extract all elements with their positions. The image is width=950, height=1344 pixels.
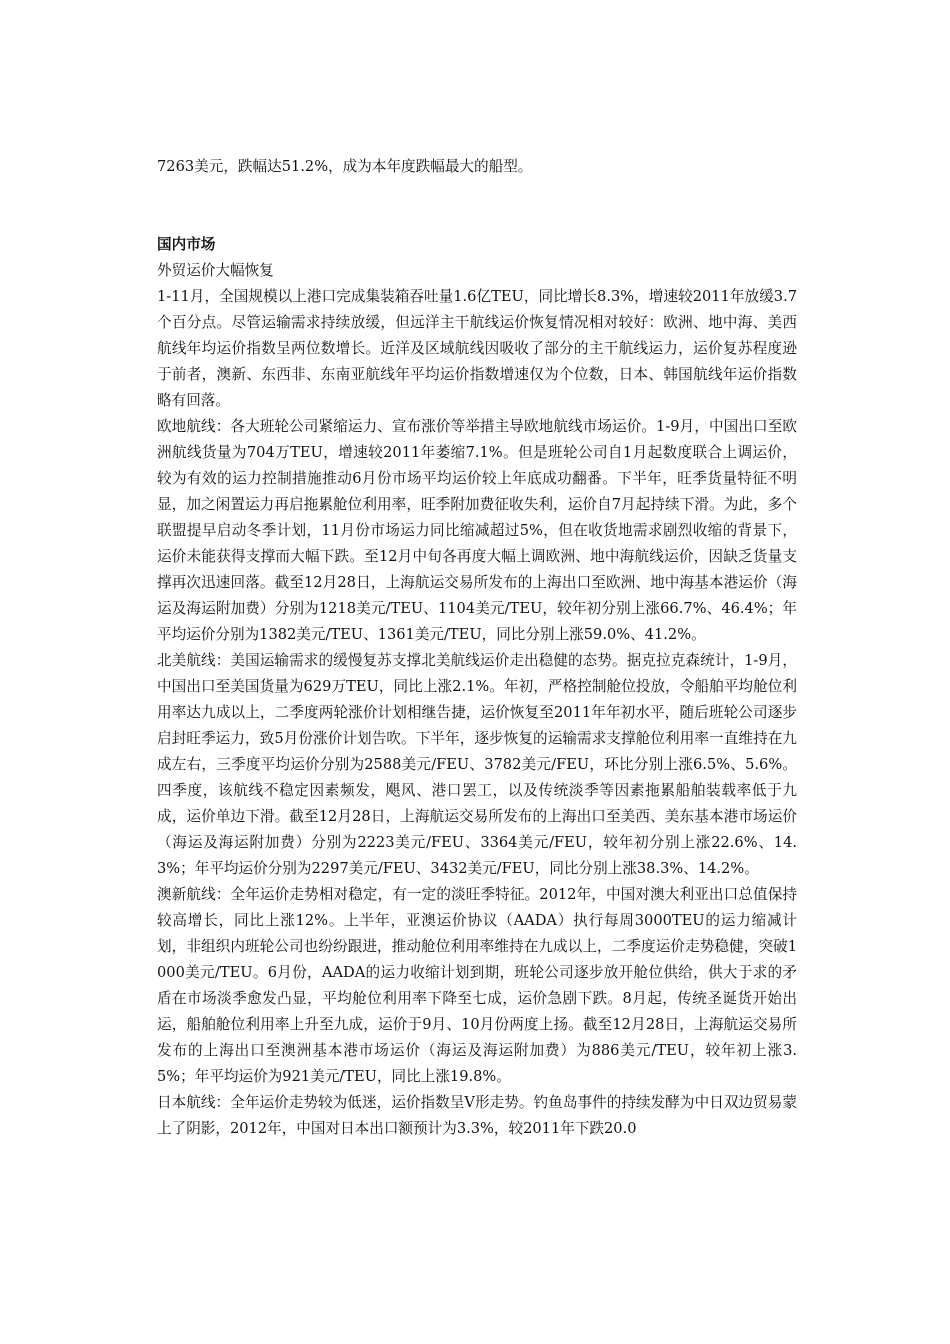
subsection-title: 外贸运价大幅恢复 xyxy=(157,262,274,279)
intro-fragment: 7263美元，跌幅达51.2%，成为本年度跌幅最大的船型。 xyxy=(157,158,533,175)
paragraph-overview: 1-11月，全国规模以上港口完成集装箱吞吐量1.6亿TEU，同比增长8.3%，增速较2011年放缓3.7个百分点。尽管运输需求持续放缓，但远洋主干航线运价恢复情况相对较好：欧洲、地中海、美西航线年均运价指数呈两位数增长。近洋及区域航线因吸收了部分的主干航线运力，运价复苏程度逊于前者，澳新、东西非、东南亚航线年平均运价指数增速仅为个位数，日本、韩国航线年运价指数略有回落。 xyxy=(157,288,797,409)
blank-line xyxy=(157,206,797,232)
paragraph-australia-route: 澳新航线：全年运价走势相对稳定，有一定的淡旺季特征。2012年，中国对澳大利亚出口总值保持较高增长，同比上涨12%。上半年，亚澳运价协议（AADA）执行每周3000TEU的运力缩减计划，非组织内班轮公司也纷纷跟进，推动舱位利用率维持在九成以上，二季度运价走势稳健，突破1000美元/TEU。6月份，AADA的运力收缩计划到期，班轮公司逐步放开舱位供给，供大于求的矛盾在市场淡季愈发凸显，平均舱位利用率下降至七成，运价急剧下跌。8月起，传统圣诞货开始出运，船舶舱位利用率上升至九成，运价于9月、10月份两度上扬。截至12月28日，上海航运交易所发布的上海出口至澳洲基本港市场运价（海运及海运附加费）为886美元/TEU，较年初上涨3.5%；年平均运价为921美元/TEU，同比上涨19.8%。 xyxy=(157,886,797,1085)
paragraph-europe-route: 欧地航线：各大班轮公司紧缩运力、宣布涨价等举措主导欧地航线市场运价。1-9月，中国出口至欧洲航线货量为704万TEU，增速较2011年萎缩7.1%。但是班轮公司自1月起数度联合上调运价，较为有效的运力控制措施推动6月份市场平均运价较上年底成功翻番。下半年，旺季货量特征不明显，加之闲置运力再启拖累舱位利用率，旺季附加费征收失利，运价自7月起持续下滑。为此，多个联盟提早启动冬季计划，11月份市场运力同比缩减超过5%，但在收货地需求剧烈收缩的背景下，运价未能获得支撑而大幅下跌。至12月中旬各再度大幅上调欧洲、地中海航线运价，因缺乏货量支撑再次迅速回落。截至12月28日，上海航运交易所发布的上海出口至欧洲、地中海基本港运价（海运及海运附加费）分别为1218美元/TEU、1104美元/TEU，较年初分别上涨66.7%、46.4%；年平均运价分别为1382美元/TEU、1361美元/TEU，同比分别上涨59.0%、41.2%。 xyxy=(157,418,797,643)
blank-line xyxy=(157,180,797,206)
document-page xyxy=(157,154,797,1142)
paragraph-north-america-route: 北美航线：美国运输需求的缓慢复苏支撑北美航线运价走出稳健的态势。据克拉克森统计，1-9月，中国出口至美国货量为629万TEU，同比上涨2.1%。年初，严格控制舱位投放，令船舶平均舱位利用率达九成以上，二季度两轮涨价计划相继告捷，运价恢复至2011年年初水平，随后班轮公司逐步启封旺季运力，致5月份涨价计划告吹。下半年，逐步恢复的运输需求支撑舱位利用率一直维持在九成左右，三季度平均运价分别为2588美元/FEU、3782美元/FEU，环比分别上涨6.5%、5.6%。四季度，该航线不稳定因素频发，飓风、港口罢工，以及传统淡季等因素拖累船舶装载率低于九成，运价单边下滑。截至12月28日，上海航运交易所发布的上海出口至美西、美东基本港市场运价（海运及海运附加费）分别为2223美元/FEU、3364美元/FEU，较年初分别上涨22.6%、14.3%；年平均运价分别为2297美元/FEU、3432美元/FEU，同比分别上涨38.3%、14.2%。 xyxy=(157,652,797,877)
paragraph-japan-route: 日本航线：全年运价走势较为低迷，运价指数呈V形走势。钓鱼岛事件的持续发酵为中日双边贸易蒙上了阴影，2012年，中国对日本出口额预计为3.3%，较2011年下跌20.0 xyxy=(157,1094,797,1137)
section-title: 国内市场 xyxy=(157,236,216,253)
